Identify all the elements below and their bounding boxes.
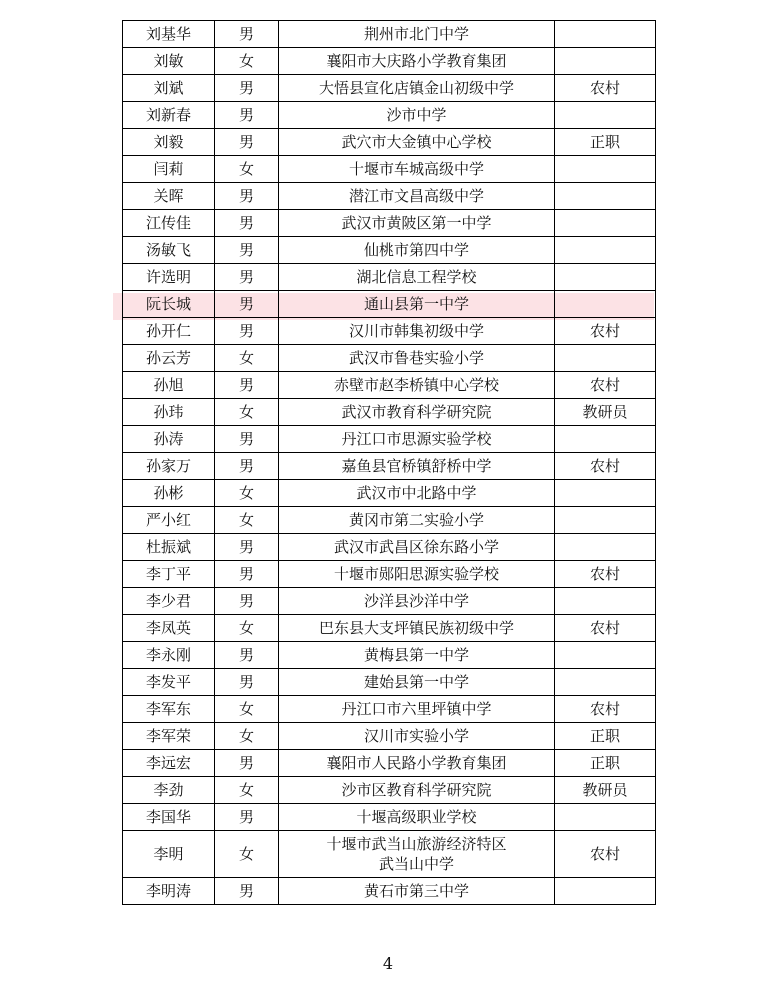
cell-name: 孙旭 <box>123 372 215 399</box>
table-row <box>123 426 656 453</box>
cell-school: 仙桃市第四中学 <box>279 237 555 264</box>
cell-school <box>279 831 555 878</box>
cell-gender: 男 <box>215 453 279 480</box>
cell-school: 丹江口市六里坪镇中学 <box>279 696 555 723</box>
cell-gender: 男 <box>215 264 279 291</box>
cell-note <box>555 534 656 561</box>
table-row <box>123 669 656 696</box>
table-row <box>123 831 656 878</box>
cell-name: 李凤英 <box>123 615 215 642</box>
cell-school: 武汉市鲁巷实验小学 <box>279 345 555 372</box>
table-row <box>123 264 656 291</box>
cell-school: 建始县第一中学 <box>279 669 555 696</box>
cell-note: 农村 <box>555 75 656 102</box>
table-row <box>123 75 656 102</box>
cell-school: 黄梅县第一中学 <box>279 642 555 669</box>
cell-note <box>555 426 656 453</box>
cell-school: 潜江市文昌高级中学 <box>279 183 555 210</box>
table-row <box>123 480 656 507</box>
cell-school: 汉川市韩集初级中学 <box>279 318 555 345</box>
cell-school: 大悟县宣化店镇金山初级中学 <box>279 75 555 102</box>
cell-note: 农村 <box>555 318 656 345</box>
cell-note: 农村 <box>555 831 656 878</box>
cell-note: 正职 <box>555 129 656 156</box>
table-row <box>123 210 656 237</box>
cell-note <box>555 669 656 696</box>
cell-gender: 男 <box>215 534 279 561</box>
cell-school: 通山县第一中学 <box>279 291 555 318</box>
cell-school: 荆州市北门中学 <box>279 21 555 48</box>
cell-school: 襄阳市人民路小学教育集团 <box>279 750 555 777</box>
cell-gender: 女 <box>215 696 279 723</box>
cell-name: 李劲 <box>123 777 215 804</box>
table-row <box>123 777 656 804</box>
cell-note: 农村 <box>555 453 656 480</box>
cell-name: 李国华 <box>123 804 215 831</box>
cell-name: 李发平 <box>123 669 215 696</box>
cell-note <box>555 21 656 48</box>
cell-note: 正职 <box>555 750 656 777</box>
cell-gender: 女 <box>215 723 279 750</box>
table-row <box>123 291 656 318</box>
table-row <box>123 723 656 750</box>
cell-gender: 女 <box>215 399 279 426</box>
table-row <box>123 48 656 75</box>
cell-gender: 男 <box>215 561 279 588</box>
table-row <box>123 750 656 777</box>
cell-note <box>555 507 656 534</box>
cell-name: 刘毅 <box>123 129 215 156</box>
cell-gender: 女 <box>215 777 279 804</box>
cell-name: 李永刚 <box>123 642 215 669</box>
cell-school-line: 十堰市武当山旅游经济特区 <box>326 835 507 853</box>
cell-gender: 男 <box>215 102 279 129</box>
cell-school: 沙洋县沙洋中学 <box>279 588 555 615</box>
cell-gender: 女 <box>215 156 279 183</box>
cell-note <box>555 345 656 372</box>
cell-name: 刘斌 <box>123 75 215 102</box>
cell-school: 襄阳市大庆路小学教育集团 <box>279 48 555 75</box>
cell-note <box>555 210 656 237</box>
cell-note <box>555 102 656 129</box>
table-row <box>123 318 656 345</box>
cell-name: 孙玮 <box>123 399 215 426</box>
table-row <box>123 183 656 210</box>
cell-school-line: 武当山中学 <box>378 855 454 873</box>
cell-gender: 女 <box>215 831 279 878</box>
cell-gender: 男 <box>215 642 279 669</box>
cell-name: 孙家万 <box>123 453 215 480</box>
table-row <box>123 156 656 183</box>
cell-gender: 男 <box>215 804 279 831</box>
cell-note <box>555 804 656 831</box>
cell-name: 刘敏 <box>123 48 215 75</box>
table-row <box>123 372 656 399</box>
page-number: 4 <box>382 954 394 973</box>
cell-note <box>555 291 656 318</box>
cell-gender: 男 <box>215 426 279 453</box>
table-row <box>123 237 656 264</box>
cell-gender: 女 <box>215 507 279 534</box>
cell-school: 汉川市实验小学 <box>279 723 555 750</box>
cell-gender: 男 <box>215 237 279 264</box>
cell-school: 十堰市郧阳思源实验学校 <box>279 561 555 588</box>
cell-name: 闫莉 <box>123 156 215 183</box>
table-row <box>123 696 656 723</box>
table-row <box>123 588 656 615</box>
cell-gender: 男 <box>215 669 279 696</box>
cell-name: 李少君 <box>123 588 215 615</box>
cell-gender: 男 <box>215 750 279 777</box>
table-row <box>123 453 656 480</box>
cell-note <box>555 878 656 905</box>
cell-school: 黄冈市第二实验小学 <box>279 507 555 534</box>
table-row <box>123 534 656 561</box>
cell-gender: 男 <box>215 21 279 48</box>
cell-gender: 男 <box>215 210 279 237</box>
cell-gender: 女 <box>215 48 279 75</box>
cell-school: 丹江口市思源实验学校 <box>279 426 555 453</box>
cell-name: 刘新春 <box>123 102 215 129</box>
cell-school: 十堰高级职业学校 <box>279 804 555 831</box>
cell-note: 农村 <box>555 561 656 588</box>
cell-note <box>555 264 656 291</box>
cell-note <box>555 237 656 264</box>
cell-name: 杜振斌 <box>123 534 215 561</box>
table-row <box>123 804 656 831</box>
cell-gender: 男 <box>215 878 279 905</box>
table-row <box>123 878 656 905</box>
cell-name: 李远宏 <box>123 750 215 777</box>
table-row <box>123 507 656 534</box>
table-row <box>123 21 656 48</box>
table-row <box>123 345 656 372</box>
cell-note <box>555 642 656 669</box>
cell-note <box>555 156 656 183</box>
table-row <box>123 615 656 642</box>
cell-gender: 女 <box>215 615 279 642</box>
cell-school: 沙市中学 <box>279 102 555 129</box>
cell-gender: 男 <box>215 291 279 318</box>
cell-note <box>555 183 656 210</box>
cell-name: 孙开仁 <box>123 318 215 345</box>
cell-name: 刘基华 <box>123 21 215 48</box>
cell-name: 孙云芳 <box>123 345 215 372</box>
cell-note: 农村 <box>555 696 656 723</box>
table-row <box>123 399 656 426</box>
cell-note: 农村 <box>555 372 656 399</box>
table-row <box>123 129 656 156</box>
cell-school: 十堰市车城高级中学 <box>279 156 555 183</box>
cell-school: 黄石市第三中学 <box>279 878 555 905</box>
cell-gender: 女 <box>215 345 279 372</box>
table-row <box>123 642 656 669</box>
cell-note: 正职 <box>555 723 656 750</box>
cell-name: 李明涛 <box>123 878 215 905</box>
cell-gender: 男 <box>215 318 279 345</box>
cell-gender: 男 <box>215 129 279 156</box>
cell-name: 孙涛 <box>123 426 215 453</box>
cell-note <box>555 480 656 507</box>
cell-name: 严小红 <box>123 507 215 534</box>
cell-note: 农村 <box>555 615 656 642</box>
cell-school: 巴东县大支坪镇民族初级中学 <box>279 615 555 642</box>
cell-name: 关晖 <box>123 183 215 210</box>
cell-gender: 女 <box>215 480 279 507</box>
cell-school: 赤壁市赵李桥镇中心学校 <box>279 372 555 399</box>
cell-name: 许选明 <box>123 264 215 291</box>
cell-school: 武汉市中北路中学 <box>279 480 555 507</box>
cell-name: 孙彬 <box>123 480 215 507</box>
cell-school: 沙市区教育科学研究院 <box>279 777 555 804</box>
cell-school: 武汉市武昌区徐东路小学 <box>279 534 555 561</box>
table-body <box>123 21 656 905</box>
cell-name: 李军荣 <box>123 723 215 750</box>
cell-school: 湖北信息工程学校 <box>279 264 555 291</box>
cell-name: 江传佳 <box>123 210 215 237</box>
cell-gender: 男 <box>215 588 279 615</box>
cell-school: 嘉鱼县官桥镇舒桥中学 <box>279 453 555 480</box>
cell-name: 汤敏飞 <box>123 237 215 264</box>
table-row <box>123 561 656 588</box>
cell-school: 武汉市教育科学研究院 <box>279 399 555 426</box>
teacher-roster-table <box>122 20 656 905</box>
cell-gender: 男 <box>215 183 279 210</box>
cell-gender: 男 <box>215 75 279 102</box>
cell-name: 阮长城 <box>123 291 215 318</box>
cell-school: 武穴市大金镇中心学校 <box>279 129 555 156</box>
cell-note: 教研员 <box>555 777 656 804</box>
cell-note <box>555 588 656 615</box>
table-row <box>123 102 656 129</box>
cell-note <box>555 48 656 75</box>
cell-school: 武汉市黄陂区第一中学 <box>279 210 555 237</box>
cell-gender: 男 <box>215 372 279 399</box>
cell-note: 教研员 <box>555 399 656 426</box>
cell-name: 李丁平 <box>123 561 215 588</box>
cell-name: 李军东 <box>123 696 215 723</box>
cell-name: 李明 <box>123 831 215 878</box>
